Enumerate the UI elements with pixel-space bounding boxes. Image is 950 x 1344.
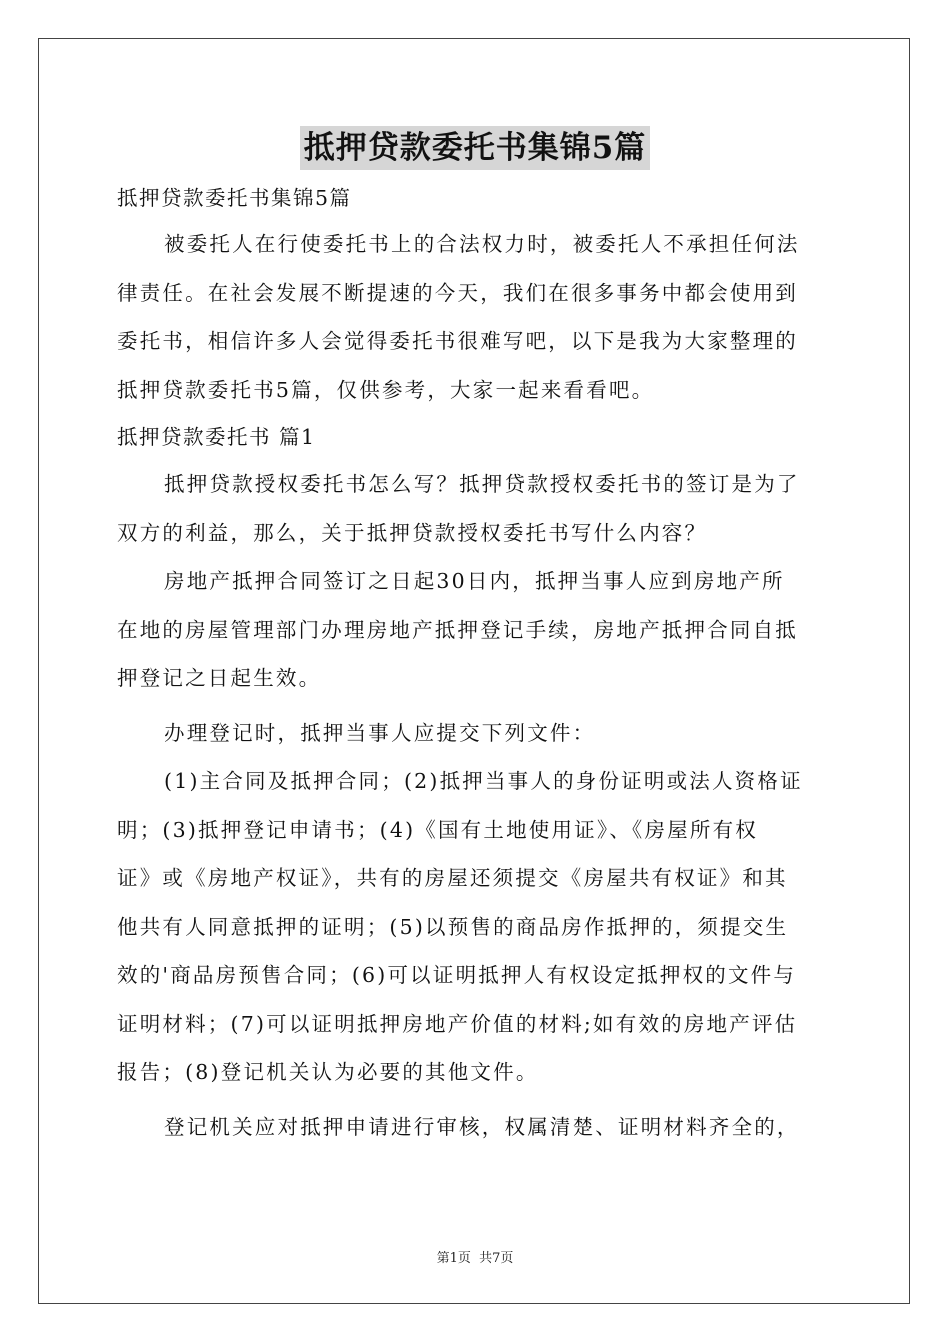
paragraph-line: 抵押贷款授权委托书怎么写？抵押贷款授权委托书的签订是为了 — [164, 472, 800, 496]
document-body — [117, 176, 835, 1151]
paragraph-line: 证》或《房地产权证》，共有的房屋还须提交《房屋共有权证》和其 — [117, 866, 788, 890]
paragraph-line: 律责任。在社会发展不断提速的今天，我们在很多事务中都会使用到 — [117, 280, 798, 305]
paragraph-line: 抵押贷款委托书5篇，仅供参考，大家一起来看看吧。 — [117, 377, 655, 402]
paragraph-line: 效的'商品房预售合同；(6)可以证明抵押人有权设定抵押权的文件与 — [117, 963, 797, 987]
page-footer — [0, 1247, 950, 1266]
paragraph-line: 登记机关应对抵押申请进行审核，权属清楚、证明材料齐全的， — [164, 1114, 800, 1139]
paragraph-line: 报告；(8)登记机关认为必要的其他文件。 — [117, 1060, 539, 1084]
page-number: 第1页 — [436, 1251, 471, 1266]
document-title: 抵押贷款委托书集锦5篇 — [300, 126, 651, 170]
paragraph-line: 他共有人同意抵押的证明；(5)以预售的商品房作抵押的，须提交生 — [117, 914, 789, 939]
section-heading: 抵押贷款委托书 篇1 — [117, 425, 316, 449]
paragraph-line: 押登记之日起生效。 — [117, 666, 322, 690]
subtitle-line: 抵押贷款委托书集锦5篇 — [117, 186, 352, 210]
paragraph-line: 委托书，相信许多人会觉得委托书很难写吧，以下是我为大家整理的 — [117, 329, 798, 353]
paragraph-line: 在地的房屋管理部门办理房地产抵押登记手续，房地产抵押合同自抵 — [117, 617, 798, 642]
paragraph-line: 明；(3)抵押登记申请书；(4)《国有土地使用证》、《房屋所有权 — [117, 817, 758, 842]
paragraph-line: 双方的利益，那么，关于抵押贷款授权委托书写什么内容？ — [117, 520, 708, 545]
paragraph-line: (1)主合同及抵押合同；(2)抵押当事人的身份证明或法人资格证 — [164, 769, 803, 793]
total-pages: 共7页 — [479, 1251, 514, 1266]
paragraph-line: 办理登记时，抵押当事人应提交下列文件： — [164, 720, 596, 745]
title-container — [0, 126, 950, 170]
paragraph-line: 房地产抵押合同签订之日起30日内，抵押当事人应到房地产所 — [164, 569, 785, 593]
paragraph-line: 被委托人在行使委托书上的合法权力时，被委托人不承担任何法 — [164, 232, 800, 256]
paragraph-line: 证明材料；(7)可以证明抵押房地产价值的材料;如有效的房地产评估 — [117, 1011, 798, 1036]
